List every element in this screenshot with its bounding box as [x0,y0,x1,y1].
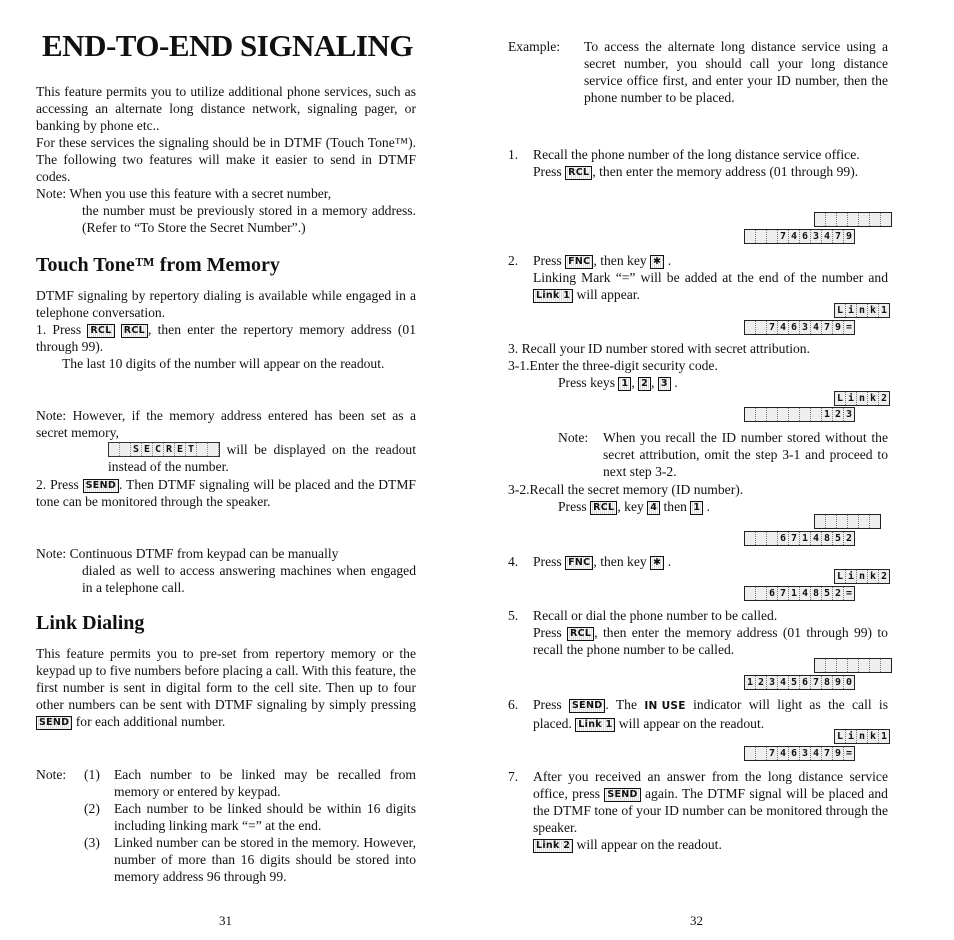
lcd-cell: 1 [800,532,811,545]
note-label: Note: [36,546,67,561]
key-4-icon: 4 [647,501,660,515]
example-text: To access the alternate long distance service using a secret number, you should call your long distance service office first, and enter your ID number, then the phone number to be placed. [584,39,888,105]
star-key-icon: ✱ [650,556,664,570]
link2-indicator-icon: Link 2 [533,839,573,853]
lcd-cell [756,408,767,421]
lcd-cell: E [142,443,153,456]
rcl-key-icon: RCL [590,501,617,515]
lcd-cell: 7 [767,747,778,760]
lcd-display-1 [744,229,855,244]
lcd-display-5-top [834,569,890,584]
lcd-cell [815,515,826,528]
send-key-icon: SEND [36,716,72,730]
step-1-cont: , then enter the memory address (01 through 99). [592,164,859,179]
lcd-cell [826,213,837,226]
press-keys-text: Press keys [558,375,616,390]
step-5-text: Recall or dial the phone number to be called. [533,608,778,623]
lcd-cell: n [857,730,868,743]
link-dialing-end: for each additional number. [75,714,226,729]
note-secret-memory [36,407,416,441]
right-step-6 [533,696,888,732]
secret-display-line [108,441,416,475]
step-number: 1. [36,322,47,337]
lcd-cell: 2 [833,587,844,600]
send-key-icon: SEND [569,699,605,713]
lcd-cell [811,408,822,421]
lcd-cell: 4 [789,230,800,243]
touch-step-1 [36,321,416,355]
lcd-cell: 7 [822,747,833,760]
lcd-cell: i [846,392,857,405]
step-number: 1. [508,147,519,162]
lcd-cell [789,408,800,421]
step-number: 4. [508,554,519,569]
right-step-3-1: 3-1.Enter the three-digit security code. [508,358,718,373]
step-5-press: Press [533,625,562,640]
link-dialing-text: This feature permits you to pre-set from repertory memory or the keypad up to five numbers before placing a call. With this feature, the first number is sent in digital form to the cell site. Then up to four other numbers can be sent with DTMF signaling by simply pressing [36,646,416,712]
lcd-cell: 2 [833,408,844,421]
lcd-cell [881,213,891,226]
right-step-7 [533,768,888,853]
send-key-icon: SEND [604,788,640,802]
lcd-cell [756,747,767,760]
lcd-cell: 9 [833,747,844,760]
lcd-cell: 8 [822,532,833,545]
lcd-cell [826,659,837,672]
lcd-cell: 9 [833,676,844,689]
lcd-cell: 2 [880,393,888,404]
in-use-indicator-icon: IN USE [644,700,686,712]
link-dialing-paragraph [36,645,416,730]
note-continuous-dtmf [36,545,416,562]
note-secret-text: However, if the memory address entered has been set as a secret memory, [36,408,416,440]
key-2-icon: 2 [638,377,651,391]
lcd-cell [826,515,837,528]
send-key-icon: SEND [83,479,119,493]
note-id-text: When you recall the ID number stored without the secret attribution, omit the step 3-1 and proceed to next step 3-2. [603,430,888,479]
lcd-cell: 4 [800,587,811,600]
fnc-key-icon: FNC [565,556,593,570]
lcd-cell: 7 [833,230,844,243]
note-item-number: (1) [84,767,100,782]
lcd-cell: 2 [845,533,853,544]
lcd-cell [815,213,826,226]
lcd-cell: n [857,570,868,583]
note-text-line1: When you use this feature with a secret number, [69,186,332,201]
lcd-display-5 [744,586,855,601]
lcd-cell: 2 [880,571,888,582]
note-text: Continuous DTMF from keypad can be manually [69,546,339,561]
heading-touch-tone: Touch Tone™ from Memory [36,254,280,276]
lcd-cell: 4 [778,321,789,334]
lcd-cell: 3 [800,747,811,760]
step-7-appear: will appear on the readout. [576,837,722,852]
heading-link-dialing: Link Dialing [36,612,145,634]
step-2-key: , then key [593,253,647,268]
lcd-cell [109,443,120,456]
lcd-cell [745,408,756,421]
rcl-key-icon: RCL [121,324,148,338]
lcd-cell [745,587,756,600]
lcd-display-6-top [814,658,892,673]
page-title: END-TO-END SIGNALING [42,28,413,63]
lcd-cell: k [868,392,879,405]
step-2-appear: will appear. [576,287,640,302]
lcd-cell: 7 [811,676,822,689]
right-step-4: Press FNC , then key ✱ . [533,554,672,569]
step-7-cont: again. The DTMF signal will be placed and the DTMF tone of your ID number can be monitored through the speaker. [533,786,888,835]
lcd-cell: 3 [845,409,853,420]
lcd-cell: 4 [822,230,833,243]
right-step-5 [533,607,888,658]
lcd-cell: 5 [822,587,833,600]
lcd-cell: 9 [833,321,844,334]
lcd-cell: k [868,304,879,317]
step-3-1-keys: Press keys 1 , 2 , 3 . [558,375,678,390]
fnc-key-icon: FNC [565,255,593,269]
lcd-cell: i [846,304,857,317]
step-number: 2. [508,253,519,268]
note-secret-number [36,185,416,202]
lcd-cell: 4 [778,676,789,689]
lcd-cell: 7 [789,532,800,545]
lcd-display-3-top [834,391,890,406]
page-number-right: 32 [690,913,703,928]
step-2-press: Press [533,253,562,268]
lcd-cell: k [868,570,879,583]
lcd-cell: 6 [800,230,811,243]
note-label: Note: [558,430,589,445]
lcd-cell: 4 [811,747,822,760]
lcd-cell: = [845,322,853,333]
lcd-cell: 6 [789,747,800,760]
lcd-cell: 1 [880,305,888,316]
step-number: 2. [36,477,47,492]
example-label: Example: [508,39,561,54]
lcd-display-3 [744,407,855,422]
lcd-cell [778,408,789,421]
step-6-press: Press [533,697,562,712]
step-1-readout-text: The last 10 digits of the number will appear on the readout. [62,356,385,371]
lcd-display-1-top [814,212,892,227]
note-item-number: (2) [84,801,100,816]
lcd-cell [848,213,859,226]
lcd-cell [859,213,870,226]
step-1-press: Press [533,164,562,179]
note-item-text: Each number to be linked may be recalled from memory or entered by keypad. [114,767,416,799]
note-item-number: (3) [84,835,100,850]
lcd-cell: 4 [778,747,789,760]
note-label: Note: [36,408,67,423]
link1-indicator-icon: Link 1 [575,718,615,732]
lcd-cell: i [846,570,857,583]
lcd-cell: 3 [767,676,778,689]
step-number: 7. [508,769,519,784]
step-number: 5. [508,608,519,623]
rcl-key-icon: RCL [567,627,594,641]
step-4-press: Press [533,554,562,569]
lcd-cell [815,659,826,672]
lcd-cell [197,443,208,456]
lcd-cell [745,230,756,243]
key-text: , key [617,499,644,514]
secret-lcd-display [108,442,220,457]
lcd-cell: n [857,392,868,405]
note-label: Note: [36,186,67,201]
lcd-cell: L [835,570,846,583]
lcd-cell: k [868,730,879,743]
lcd-cell: 3 [800,321,811,334]
lcd-display-2 [744,320,855,335]
step-6-the: . The [605,697,638,712]
press-text: Press [558,499,587,514]
lcd-cell: 0 [845,677,853,688]
lcd-display-7 [744,746,855,761]
lcd-cell: 5 [789,676,800,689]
step-2-text: . Then DTMF signaling will be placed and the DTMF tone can be monitored through the speaker. [36,477,416,509]
lcd-cell: L [835,304,846,317]
lcd-cell: S [131,443,142,456]
lcd-cell: L [835,730,846,743]
step-1-text: , then enter the repertory memory address (01 through 99). [36,322,416,354]
rcl-key-icon: RCL [565,166,592,180]
lcd-cell: 9 [845,231,853,242]
step-2-linking: Linking Mark “=” will be added at the end of the number and [533,270,888,285]
lcd-cell [881,659,891,672]
lcd-cell [756,230,767,243]
lcd-cell: n [857,304,868,317]
step-3-2-keys: Press RCL , key 4 then 1 . [558,499,711,514]
lcd-cell [800,408,811,421]
lcd-cell: 6 [767,587,778,600]
secret-display-text: will be displayed on the readout instead of the number. [108,442,416,474]
lcd-cell [208,443,219,456]
lcd-cell [848,659,859,672]
key-3-icon: 3 [658,377,671,391]
lcd-cell: 1 [822,408,833,421]
page-number-left: 31 [219,913,232,928]
step-number: 6. [508,697,519,712]
lcd-cell: 7 [778,587,789,600]
lcd-cell [745,321,756,334]
lcd-cell: 1 [880,731,888,742]
lcd-cell [870,659,881,672]
right-step-3-2: 3-2.Recall the secret memory (ID number). [508,482,744,497]
lcd-cell: 6 [789,321,800,334]
lcd-cell [870,213,881,226]
lcd-cell [745,747,756,760]
lcd-cell [120,443,131,456]
lcd-display-4-top [814,514,881,529]
lcd-cell: 6 [778,532,789,545]
touch-step-2 [36,476,416,510]
lcd-cell [859,515,870,528]
lcd-display-4 [744,531,855,546]
lcd-cell: 5 [833,532,844,545]
lcd-cell [756,587,767,600]
note-continuous-rest: dialed as well to access answering machines when engaged in a telephone call. [82,563,416,595]
step-4-key: , then key [593,554,647,569]
lcd-cell [837,515,848,528]
lcd-cell: 8 [822,676,833,689]
touch-tone-paragraph: DTMF signaling by repertory dialing is available while engaged in a telephone conversation. [36,288,416,320]
step-1-text: Recall the phone number of the long distance service office. [533,147,860,162]
step-2-press: Press [50,477,79,492]
step-6-appear: will appear on the readout. [618,716,765,731]
link1-indicator-icon: Link 1 [533,289,573,303]
lcd-cell: 6 [800,676,811,689]
lcd-cell: T [186,443,197,456]
lcd-cell: 7 [767,321,778,334]
lcd-cell [837,213,848,226]
step-5-cont: , then enter the memory address (01 through 99) to recall the phone number to be called. [533,625,888,657]
lcd-cell [745,532,756,545]
lcd-cell [756,532,767,545]
lcd-display-7-top [834,729,890,744]
intro-paragraph-2: For these services the signaling should be in DTMF (Touch Tone™). The following two features will make it easier to send in DTMF codes. [36,135,416,184]
lcd-cell: 7 [822,321,833,334]
right-step-3: 3. Recall your ID number stored with secret attribution. [508,341,811,356]
note-item-text: Each number to be linked should be within 16 digits including linking mark “=” at the end. [114,801,416,833]
lcd-cell: 4 [811,532,822,545]
lcd-cell [848,515,859,528]
note-label: Note: [36,767,67,782]
then-text: then [663,499,687,514]
lcd-cell: 1 [745,676,756,689]
lcd-cell: 7 [778,230,789,243]
lcd-cell: L [835,392,846,405]
lcd-cell: = [845,588,853,599]
step-1-press: Press [52,322,82,337]
lcd-cell: 3 [811,230,822,243]
lcd-cell [870,515,880,528]
lcd-cell: 4 [811,321,822,334]
lcd-cell: i [846,730,857,743]
lcd-cell: 2 [756,676,767,689]
lcd-cell: 8 [811,587,822,600]
step-6-indicator: indicator will light as the call is placed. [533,697,889,731]
rcl-key-icon: RCL [87,324,114,338]
lcd-cell [756,321,767,334]
note-text-rest: the number must be previously stored in a memory address. (Refer to “To Store the Secret Number”.) [82,203,416,235]
note-item-text: Linked number can be stored in the memory. However, number of more than 16 digits should be stored into memory address 96 through 99. [114,835,416,884]
key-1-icon: 1 [618,377,631,391]
lcd-cell [837,659,848,672]
lcd-display-2-top [834,303,890,318]
intro-paragraph-1: This feature permits you to utilize additional phone services, such as accessing an alternate long distance network, signaling pager, or banking by phone etc.. [36,84,416,133]
lcd-cell: C [153,443,164,456]
lcd-cell [767,532,778,545]
lcd-cell: E [175,443,186,456]
lcd-display-6 [744,675,855,690]
step-7-text: After you received an answer from the long distance service office, press [533,769,888,801]
star-key-icon: ✱ [650,255,664,269]
key-1-icon: 1 [690,501,703,515]
lcd-cell: = [845,748,853,759]
right-step-2: Press FNC , then key ✱ . Linking Mark “=” will be added at the end of the number and Link 1 will appear. [533,253,888,302]
right-step-1 [533,146,888,180]
lcd-cell [767,408,778,421]
lcd-cell: R [164,443,175,456]
lcd-cell: 1 [789,587,800,600]
lcd-cell [859,659,870,672]
lcd-cell [767,230,778,243]
